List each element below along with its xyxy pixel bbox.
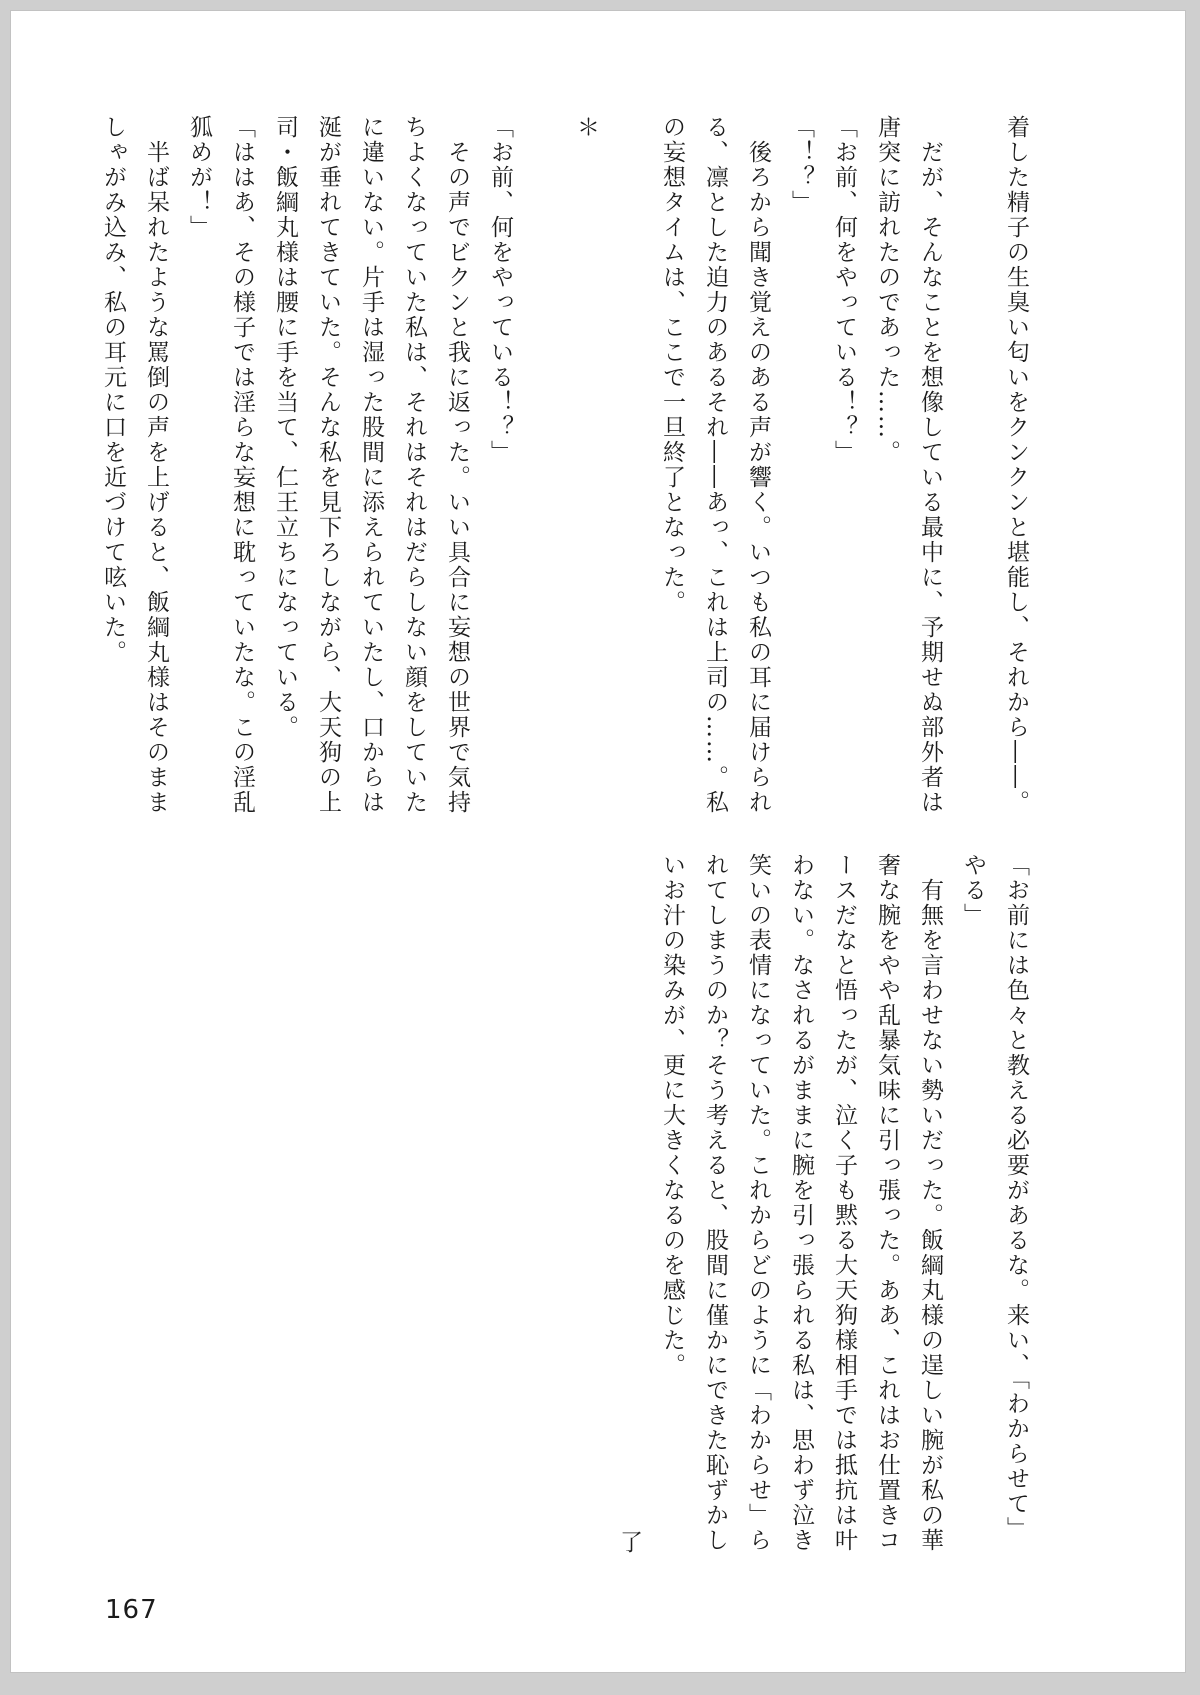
paragraph-narration: 半ば呆れたような罵倒の声を上げると、飯綱丸様はそのまましゃがみ込み、私の耳元に口を近づけて呟いた。 — [100, 115, 169, 815]
scene-break-asterisk: ＊ — [573, 115, 599, 140]
lower-text-block — [607, 853, 1037, 1555]
paragraph-dialogue: 「お前、何をやっている！？」 — [487, 115, 513, 465]
paragraph-dialogue: 「ははあ、その様子では淫らな妄想に耽っていたな。この淫乱狐めが！」 — [186, 115, 255, 815]
paragraph-narration: 後ろから聞き覚えのある声が響く。いつも私の耳に届けられる、凛とした迫力のあるそれ――あっ、これは上司の……。私の妄想タイムは、ここで一旦終了となった。 — [659, 115, 771, 815]
page-number: 167 — [105, 1595, 158, 1625]
blank-line — [521, 115, 564, 817]
upper-text-block — [91, 115, 1037, 817]
paragraph-dialogue: 「お前、何をやっている！？」 — [831, 115, 857, 465]
paragraph-narration: だが、そんなことを想像している最中に、予期せぬ部外者は唐突に訪れたのであった……。 — [874, 115, 943, 815]
story-end-mark: 了 — [616, 1530, 642, 1555]
paragraph-narration: 有無を言わせない勢いだった。飯綱丸様の逞しい腕が私の華奢な腕をやや乱暴気味に引っ張った。ああ、これはお仕置きコースだなと悟ったが、泣く子も黙る大天狗様相手では抵抗は叶わない。なされるがままに腕を引っ張られる私は、思わず泣き笑いの表情になっていた。これからどのように「わからせ」られてしまうのか？そう考えると、股間に僅かにできた恥ずかしいお汁の染みが、更に大きくなるのを感じた。 — [659, 853, 943, 1553]
paragraph-narration: その声でビクンと我に返った。いい具合に妄想の世界で気持ちよくなっていた私は、それはそれはだらしない顔をしていたに違いない。片手は湿った股間に添えられていたし、口からは涎が垂れてきていた。そんな私を見下ろしながら、大天狗の上司・飯綱丸様は腰に手を当て、仁王立ちになっている。 — [272, 115, 470, 815]
paragraph-dialogue: 「！？」 — [788, 115, 814, 215]
paragraph-dialogue: 「お前には色々と教える必要があるな。来い、「わからせて」やる」 — [960, 853, 1029, 1542]
paragraph-continuation-opening: 着した精子の生臭い匂いをクンクンと堪能し、それから――。 — [1003, 115, 1029, 815]
blank-line — [607, 115, 650, 817]
blank-line — [951, 115, 994, 817]
book-page — [10, 10, 1186, 1673]
